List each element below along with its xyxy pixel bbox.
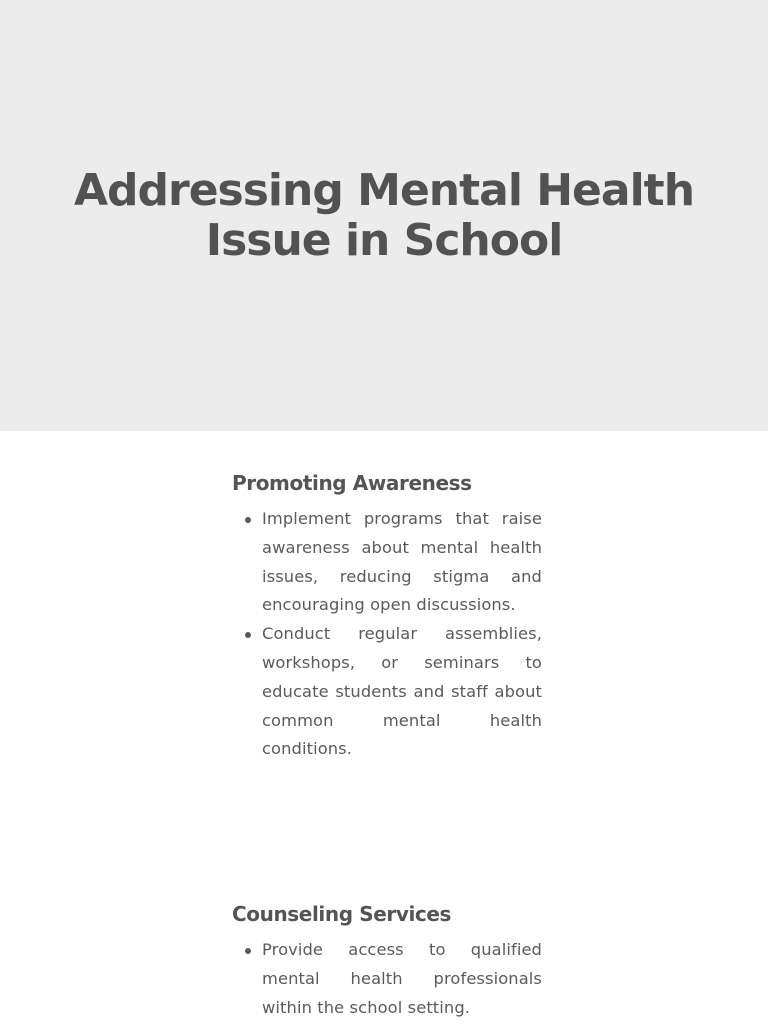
- bullet-text: Provide access to qualified mental health professionals within the school setting.: [262, 940, 542, 1017]
- bullet-text: Implement programs that raise awareness about mental health issues, reducing stigma and encouraging open discussions.: [262, 509, 542, 615]
- bullet-dot-icon: [245, 517, 251, 523]
- bullet-text: Conduct regular assemblies, workshops, or seminars to educate students and staff about common mental health conditions.: [262, 624, 542, 759]
- bullet-dot-icon: [245, 632, 251, 638]
- document-title: [0, 166, 768, 266]
- document-title-line-2: Issue in School: [205, 215, 563, 266]
- section-heading: Promoting Awareness: [232, 471, 472, 495]
- section-heading: Counseling Services: [232, 902, 452, 926]
- bullet-list: [232, 936, 542, 1022]
- bullet-list: [232, 505, 542, 764]
- bullet-item: [262, 505, 542, 620]
- section-promoting-awareness: [232, 468, 542, 764]
- bullet-item: [262, 936, 542, 1022]
- title-banner: [0, 0, 768, 431]
- section-counseling-services: [232, 899, 542, 1022]
- bullet-dot-icon: [245, 948, 251, 954]
- document-title-line-1: Addressing Mental Health: [73, 165, 695, 216]
- bullet-item: [262, 620, 542, 764]
